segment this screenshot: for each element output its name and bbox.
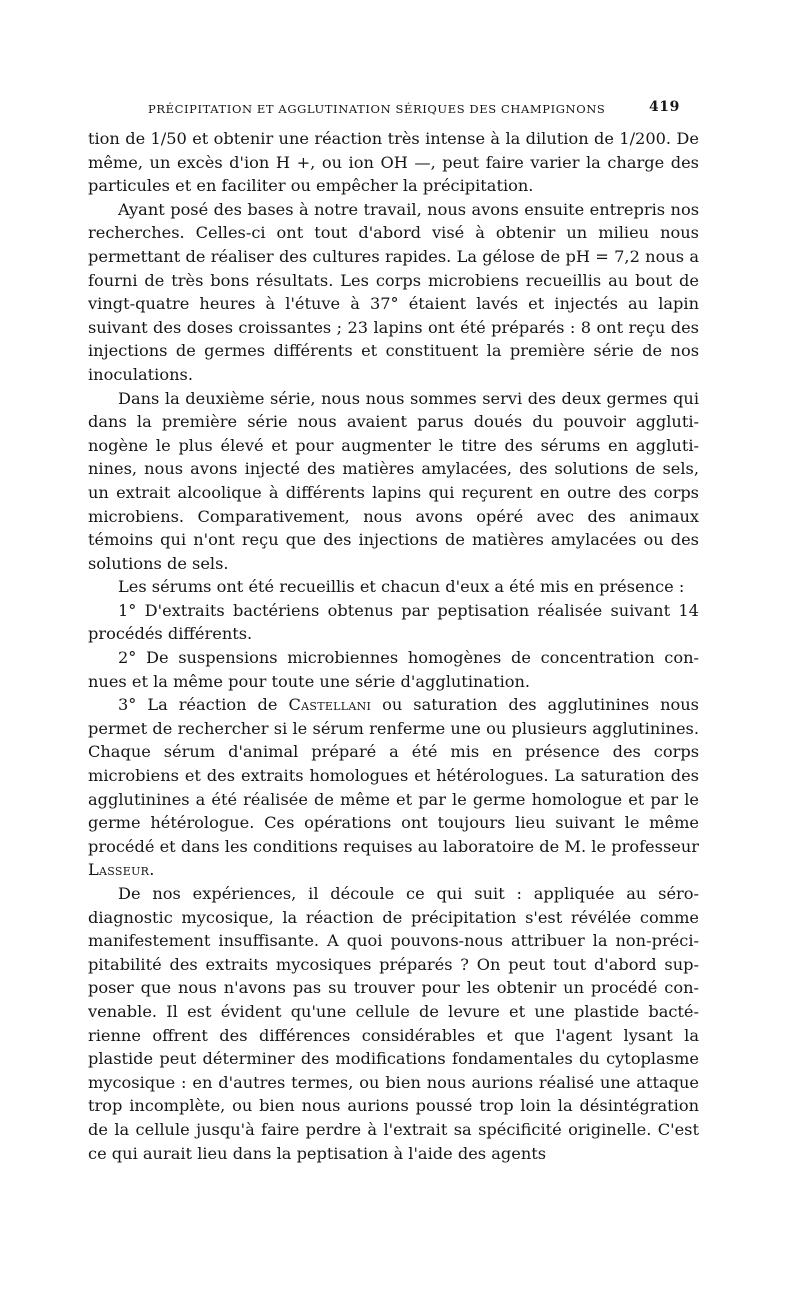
page-number: 419: [648, 99, 680, 115]
running-title: PRÉCIPITATION ET AGGLUTINATION SÉRIQUES DES CHAMPIGNONS: [148, 102, 606, 116]
text-run: .: [149, 860, 155, 880]
paragraph: Les sérums ont été recueillis et chacun d'eux a été mis en présence :: [118, 577, 685, 597]
paragraph: Ayant posé des bases à notre travail, nous avons ensuite entrepris nos recherches. Celles-ci ont tout d'abord visé à obtenir un milieu nous permettant de réaliser des cultures rapides. La gélose de pH = 7,2 nous a fourni de très bons résultats. Les corps microbiens recueillis au bout de vingt-quatre heures à l'étuve à 37° étaient lavés et injectés au lapin suivant des doses croissantes ; 23 lapins ont été préparés : 8 ont reçu des injections de germes différents et constituent la première série de nos inoculations.: [88, 199, 699, 384]
list-item: 2° De suspensions microbiennes homogènes de concentration connues et la même pour toute une série d'agglutination.: [88, 648, 699, 691]
text-run: ou saturation des agglutinines nous permet de rechercher si le sérum renferme une ou plusieurs agglutinines. Chaque sérum d'animal préparé a été mis en présence des corps microbiens et des extraits homologues et hétérologues. La saturation des agglutinines a été réalisée de même et par le germe homologue et par le germe hétérologue. Ces opérations ont toujours lieu suivant le même procédé et dans les conditions requises au laboratoire de M. le professeur: [88, 695, 699, 856]
paragraph: De nos expériences, il découle ce qui suit : appliquée au sérodiagnostic mycosique, la réaction de précipitation s'est révélée comme manifestement insuffisante. A quoi pouvons-nous attribuer la non-précipitabilité des extraits mycosiques préparés ? On peut tout d'abord supposer que nous n'avons pas su trouver pour les obtenir un procédé convenable. Il est évident qu'une cellule de levure et une plastide bactérienne offrent des différences considérables et que l'agent lysant la plastide peut déterminer des modifications fondamentales du cytoplasme mycosique : en d'autres termes, ou bien nous aurions réalisé une attaque trop incomplète, ou bien nous aurions poussé trop loin la désintégration de la cellule jusqu'à faire perdre à l'extrait sa spécificité originelle. C'est ce qui aurait lieu dans la peptisation à l'aide des agents: [88, 884, 699, 1163]
running-header: [118, 98, 680, 120]
paragraph-continuation: tion de 1/50 et obtenir une réaction très intense à la dilution de 1/200. De même, un excès d'ion H +, ou ion OH —, peut faire varier la charge des particules et en faciliter ou empêcher la précipitation.: [88, 129, 699, 196]
paragraph: Dans la deuxième série, nous nous sommes servi des deux germes qui dans la première série nous avaient parus doués du pouvoir agglutinogène le plus élevé et pour augmenter le titre des sérums en agglutinines, nous avons injecté des matières amylacées, des solutions de sels, un extrait alcoolique à différents lapins qui reçurent en outre des corps microbiens. Comparativement, nous avons opéré avec des animaux témoins qui n'ont reçu que des injections de matières amylacées ou des solutions de sels.: [88, 388, 699, 573]
text-run: 3° La réaction de: [118, 695, 289, 715]
author-name-lasseur: Lasseur: [88, 860, 150, 880]
list-item: [88, 693, 699, 882]
body-text: [88, 127, 699, 1165]
author-name-castellani: Castellani: [288, 695, 372, 715]
list-item: 1° D'extraits bactériens obtenus par peptisation réalisée suivant 14 procédés différents.: [88, 600, 699, 644]
